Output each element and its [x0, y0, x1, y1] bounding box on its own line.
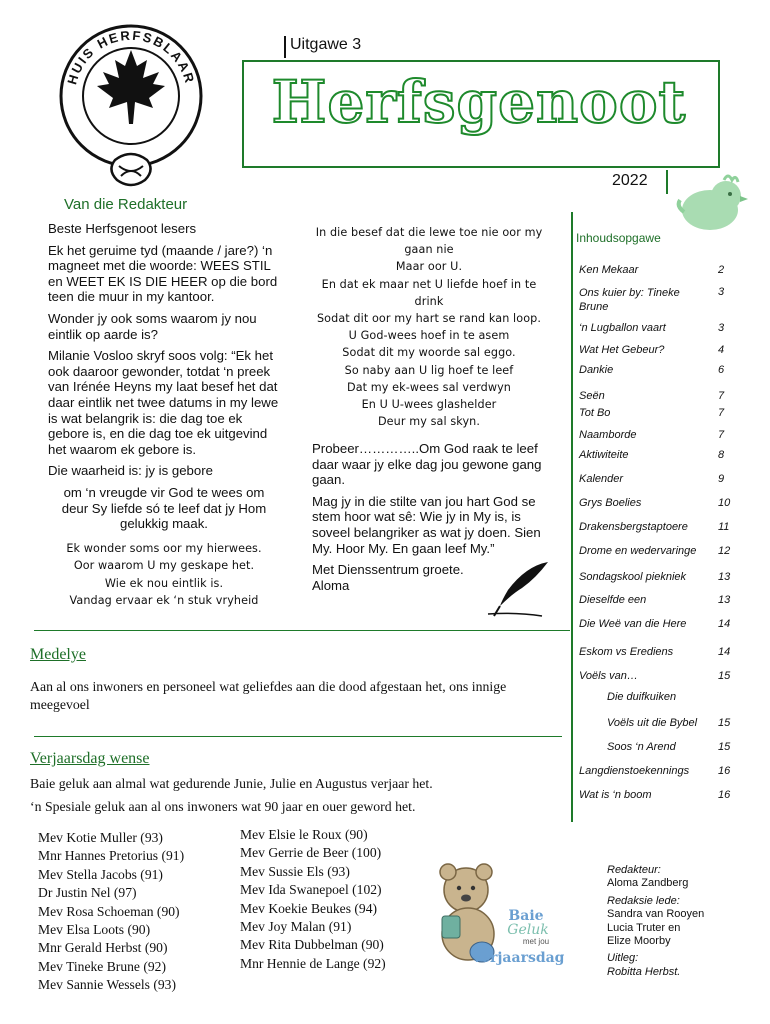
poem-line: Vandag ervaar ek ‘n stuk vryheid: [69, 593, 259, 607]
toc-item-page: 16: [718, 789, 731, 801]
toc-item[interactable]: [579, 449, 729, 461]
section-divider: [34, 630, 570, 631]
toc-item-label: Wat Het Gebeur?: [579, 344, 665, 356]
issue-year: 2022: [612, 172, 648, 189]
logo-text: HUIS HERFSBLAAR: [64, 27, 198, 87]
toc-item[interactable]: [607, 741, 757, 753]
toc-item[interactable]: [579, 545, 729, 557]
credit-name: Aloma Zandberg: [607, 877, 689, 890]
birthday-bear-illustration: [432, 860, 564, 970]
toc-item-label: Aktiwiteite: [579, 449, 629, 461]
toc-item-label: Voëls uit die Bybel: [607, 717, 698, 729]
credit-label: Uitleg:: [607, 952, 639, 965]
birthday-name: Dr Justin Nel (97): [38, 885, 137, 901]
toc-item-page: 11: [718, 521, 730, 533]
toc-item-page: 7: [718, 429, 725, 441]
toc-item-label: Die Weë van die Here: [579, 618, 687, 630]
birthday-name: Mev Ida Swanepoel (102): [240, 882, 382, 898]
birthday-name: Mev Gerrie de Beer (100): [240, 845, 382, 861]
birthday-special: ‘n Spesiale geluk aan al ons inwoners wat 90 jaar en ouer geword het.: [30, 799, 416, 814]
toc-item-page: 4: [718, 344, 725, 356]
toc-item[interactable]: [579, 646, 729, 658]
poem-line: Dat my ek-wees sal verdwyn: [346, 380, 511, 394]
toc-item-label: Kalender: [579, 473, 624, 485]
poem-line: En U U-wees glashelder: [361, 398, 497, 412]
toc-item-page: 3: [718, 286, 725, 298]
birthday-names-col2: [240, 826, 386, 973]
birthday-name: Mev Rosa Schoeman (90): [38, 903, 180, 919]
toc-item-label: Die duifkuiken: [607, 691, 677, 703]
toc-item-page: 14: [718, 618, 731, 630]
bear-text-geluk: Geluk: [507, 922, 549, 938]
toc-item-page: 13: [718, 571, 731, 583]
toc-item-page: 13: [718, 594, 731, 606]
toc-item[interactable]: [579, 571, 729, 583]
section-divider: [34, 736, 562, 737]
editor-paragraph: om ‘n vreugde vir God te wees om deur Sy liefde só te leef dat jy Hom gelukkig maak.: [61, 484, 267, 532]
birthday-name: Mev Koekie Beukes (94): [240, 900, 378, 916]
issue-divider: [284, 36, 286, 58]
credit-name: Lucia Truter en: [607, 921, 681, 934]
masthead-title: Herfsgenoot: [271, 68, 687, 136]
toc-item-page: 16: [718, 765, 731, 777]
toc-item[interactable]: [579, 473, 729, 485]
poem-part-1: [48, 540, 280, 610]
editor-signature: Aloma: [312, 577, 350, 593]
birthday-intro: Baie geluk aan almal wat gedurende Junie, Julie en Augustus verjaar het.: [30, 776, 433, 791]
toc-item-label: Drakensbergstaptoere: [579, 521, 688, 533]
editor-paragraph: Wonder jy ook soms waarom jy nou eintlik op aarde is?: [48, 310, 257, 342]
toc-item[interactable]: [579, 594, 729, 606]
toc-item[interactable]: [607, 691, 757, 703]
editor-paragraph: Milanie Vosloo skryf soos volg: “Ek het ook daaroor gewonder, totdat ‘n preek van Irénée Heyns my laat besef het dat daar eintlik net twee datums in my lewe is wat belangrik is: die dag toe ek gebore is, en die dag toe ek uitgevind het waarom ek gebore is.: [48, 348, 279, 457]
credit-label: Redakteur:: [607, 864, 661, 876]
poem-line: Sodat dit my woorde sal eggo.: [342, 346, 516, 360]
credit-name: Robitta Herbst.: [607, 965, 681, 978]
issue-number: Uitgawe 3: [290, 36, 362, 53]
birthday-name: Mev Sannie Wessels (93): [38, 977, 176, 993]
credit-label: Redaksie lede:: [607, 894, 680, 907]
bear-text-metjou: met jou: [522, 937, 550, 946]
toc-item-page: 8: [718, 449, 725, 461]
birthday-name: Mev Rita Dubbelman (90): [240, 937, 384, 953]
year-divider: [666, 170, 668, 194]
poem-line: Deur my sal skyn.: [377, 415, 481, 429]
poem-line: So naby aan U lig hoef te leef: [344, 363, 514, 377]
poem-line: En dat ek maar net U liefde hoef in te drink: [321, 277, 537, 308]
birthday-names-col1: [38, 829, 184, 995]
toc-item[interactable]: [579, 765, 729, 777]
poem-line: In die besef dat die lewe toe nie oor my gaan nie: [315, 226, 543, 257]
editor-greeting: Beste Herfsgenoot lesers: [48, 221, 197, 236]
toc-item-page: 15: [718, 741, 731, 753]
poem-line: Maar oor U.: [395, 260, 463, 274]
birthday-name: Mnr Gerald Herbst (90): [38, 940, 168, 956]
toc-item[interactable]: [579, 264, 729, 276]
toc-item-label: Dieselfde een: [579, 594, 647, 606]
poem-line: Oor waarom U my geskape het.: [73, 559, 255, 573]
editorial-credits: [607, 864, 704, 979]
poem-part-2: [312, 224, 546, 430]
condolence-text: Aan al ons inwoners en personeel wat geliefdes aan die dood afgestaan het, ons innige meegevoel: [30, 679, 507, 712]
condolence-heading: Medelye: [30, 646, 86, 663]
toc-item[interactable]: [579, 429, 729, 441]
toc-item[interactable]: [579, 322, 729, 334]
toc-item-label: Ken Mekaar: [579, 264, 639, 276]
birthday-name: Mev Elsa Loots (90): [38, 922, 151, 938]
toc-item-page: 12: [718, 545, 731, 557]
toc-item[interactable]: [579, 390, 729, 402]
toc-item-label: Drome en wedervaringe: [579, 545, 697, 557]
toc-item-label: Grys Boelies: [579, 497, 642, 509]
toc-item-label: Sondagskool piekniek: [579, 571, 687, 583]
toc-item[interactable]: [579, 670, 729, 682]
editor-letter: [48, 221, 280, 609]
toc-item-label: Langdienstoekennings: [579, 765, 690, 777]
toc-item-page: 7: [718, 390, 725, 402]
toc-item-label: Ons kuier by: Tineke Brune: [579, 287, 680, 313]
bear-text-verjaarsdag: Verjaarsdag: [471, 950, 564, 966]
editor-paragraph: Die waarheid is: jy is gebore: [48, 463, 213, 479]
toc-item-label: Voëls van…: [579, 670, 638, 682]
poem-line: Sodat dit oor my hart se rand kan loop.: [316, 312, 542, 326]
poem-line: Ek wonder soms oor my hierwees.: [66, 541, 262, 555]
birthday-name: Mev Kotie Muller (93): [38, 830, 163, 845]
toc-item-label: Soos ‘n Arend: [607, 741, 676, 753]
toc-item[interactable]: [579, 497, 729, 509]
poem-line: Wie ek nou eintlik is.: [104, 576, 224, 590]
toc-item-page: 14: [718, 646, 731, 658]
toc-item[interactable]: [579, 364, 729, 376]
birthday-name: Mev Tineke Brune (92): [38, 958, 166, 974]
toc-item[interactable]: [579, 344, 729, 356]
editor-paragraph: Probeer…………..Om God raak te leef daar waar jy elke dag jou gewone gang gaan.: [312, 441, 542, 488]
bear-text-baie: Baie: [508, 908, 544, 924]
editor-paragraph: Ek het geruime tyd (maande / jare?) ‘n magneet met die woorde: WEES STIL en WEET EK IS DIE HEER op die bord teen die muur in my kantoor.: [48, 242, 278, 305]
toc-item-label: Seën: [579, 390, 605, 402]
editor-heading: Van die Redakteur: [64, 196, 188, 213]
credit-name: Elize Moorby: [607, 935, 671, 948]
toc-item-page: 6: [718, 364, 725, 376]
toc-item-label: Naamborde: [579, 429, 637, 441]
poem-line: U God-wees hoef in te asem: [348, 329, 510, 343]
editor-signoff: Met Dienssentrum groete.: [312, 562, 464, 578]
birthday-heading: Verjaarsdag wense: [30, 750, 150, 767]
birthday-name: Mev Stella Jacobs (91): [38, 866, 163, 882]
quill-pen-icon: [486, 560, 552, 620]
birthday-name: Mev Joy Malan (91): [240, 919, 352, 935]
toc-item-page: 9: [718, 473, 725, 485]
birthday-name: Mev Elsie le Roux (90): [240, 827, 368, 842]
toc-item[interactable]: [579, 521, 729, 533]
toc-item-page: 10: [718, 497, 731, 509]
toc-item[interactable]: [579, 286, 729, 314]
toc-heading: Inhoudsopgawe: [576, 231, 661, 245]
toc-item-label: Tot Bo: [579, 407, 611, 419]
huis-herfsblaar-logo: [55, 20, 207, 192]
toc-item[interactable]: [579, 407, 729, 419]
toc-item-label: Dankie: [579, 364, 614, 376]
toc-item-label: Wat is ‘n boom: [579, 789, 652, 801]
toc-item-page: 7: [718, 407, 725, 419]
toc-item[interactable]: [579, 789, 729, 801]
birthday-name: Mev Sussie Els (93): [240, 863, 350, 879]
toc-item-page: 15: [718, 670, 731, 682]
toc-item[interactable]: [579, 618, 729, 630]
toc-item-page: 15: [718, 717, 731, 729]
credit-name: Sandra van Rooyen: [607, 908, 705, 921]
toc-item-page: 3: [718, 322, 725, 334]
birthday-name: Mnr Hannes Pretorius (91): [38, 848, 185, 864]
toc-item[interactable]: [607, 717, 757, 729]
toc-item-page: 2: [718, 264, 725, 276]
toc-item-label: Eskom vs Erediens: [579, 646, 674, 658]
birthday-name: Mnr Hennie de Lange (92): [240, 955, 386, 971]
editor-paragraph: Mag jy in die stilte van jou hart God se stem hoor wat sê: Wie jy in My is, is soveel belangriker as wat jy doen. Sien My. Hoor My. En gaan leef My.”: [312, 493, 541, 556]
toc-item-label: ‘n Lugballon vaart: [579, 322, 666, 334]
